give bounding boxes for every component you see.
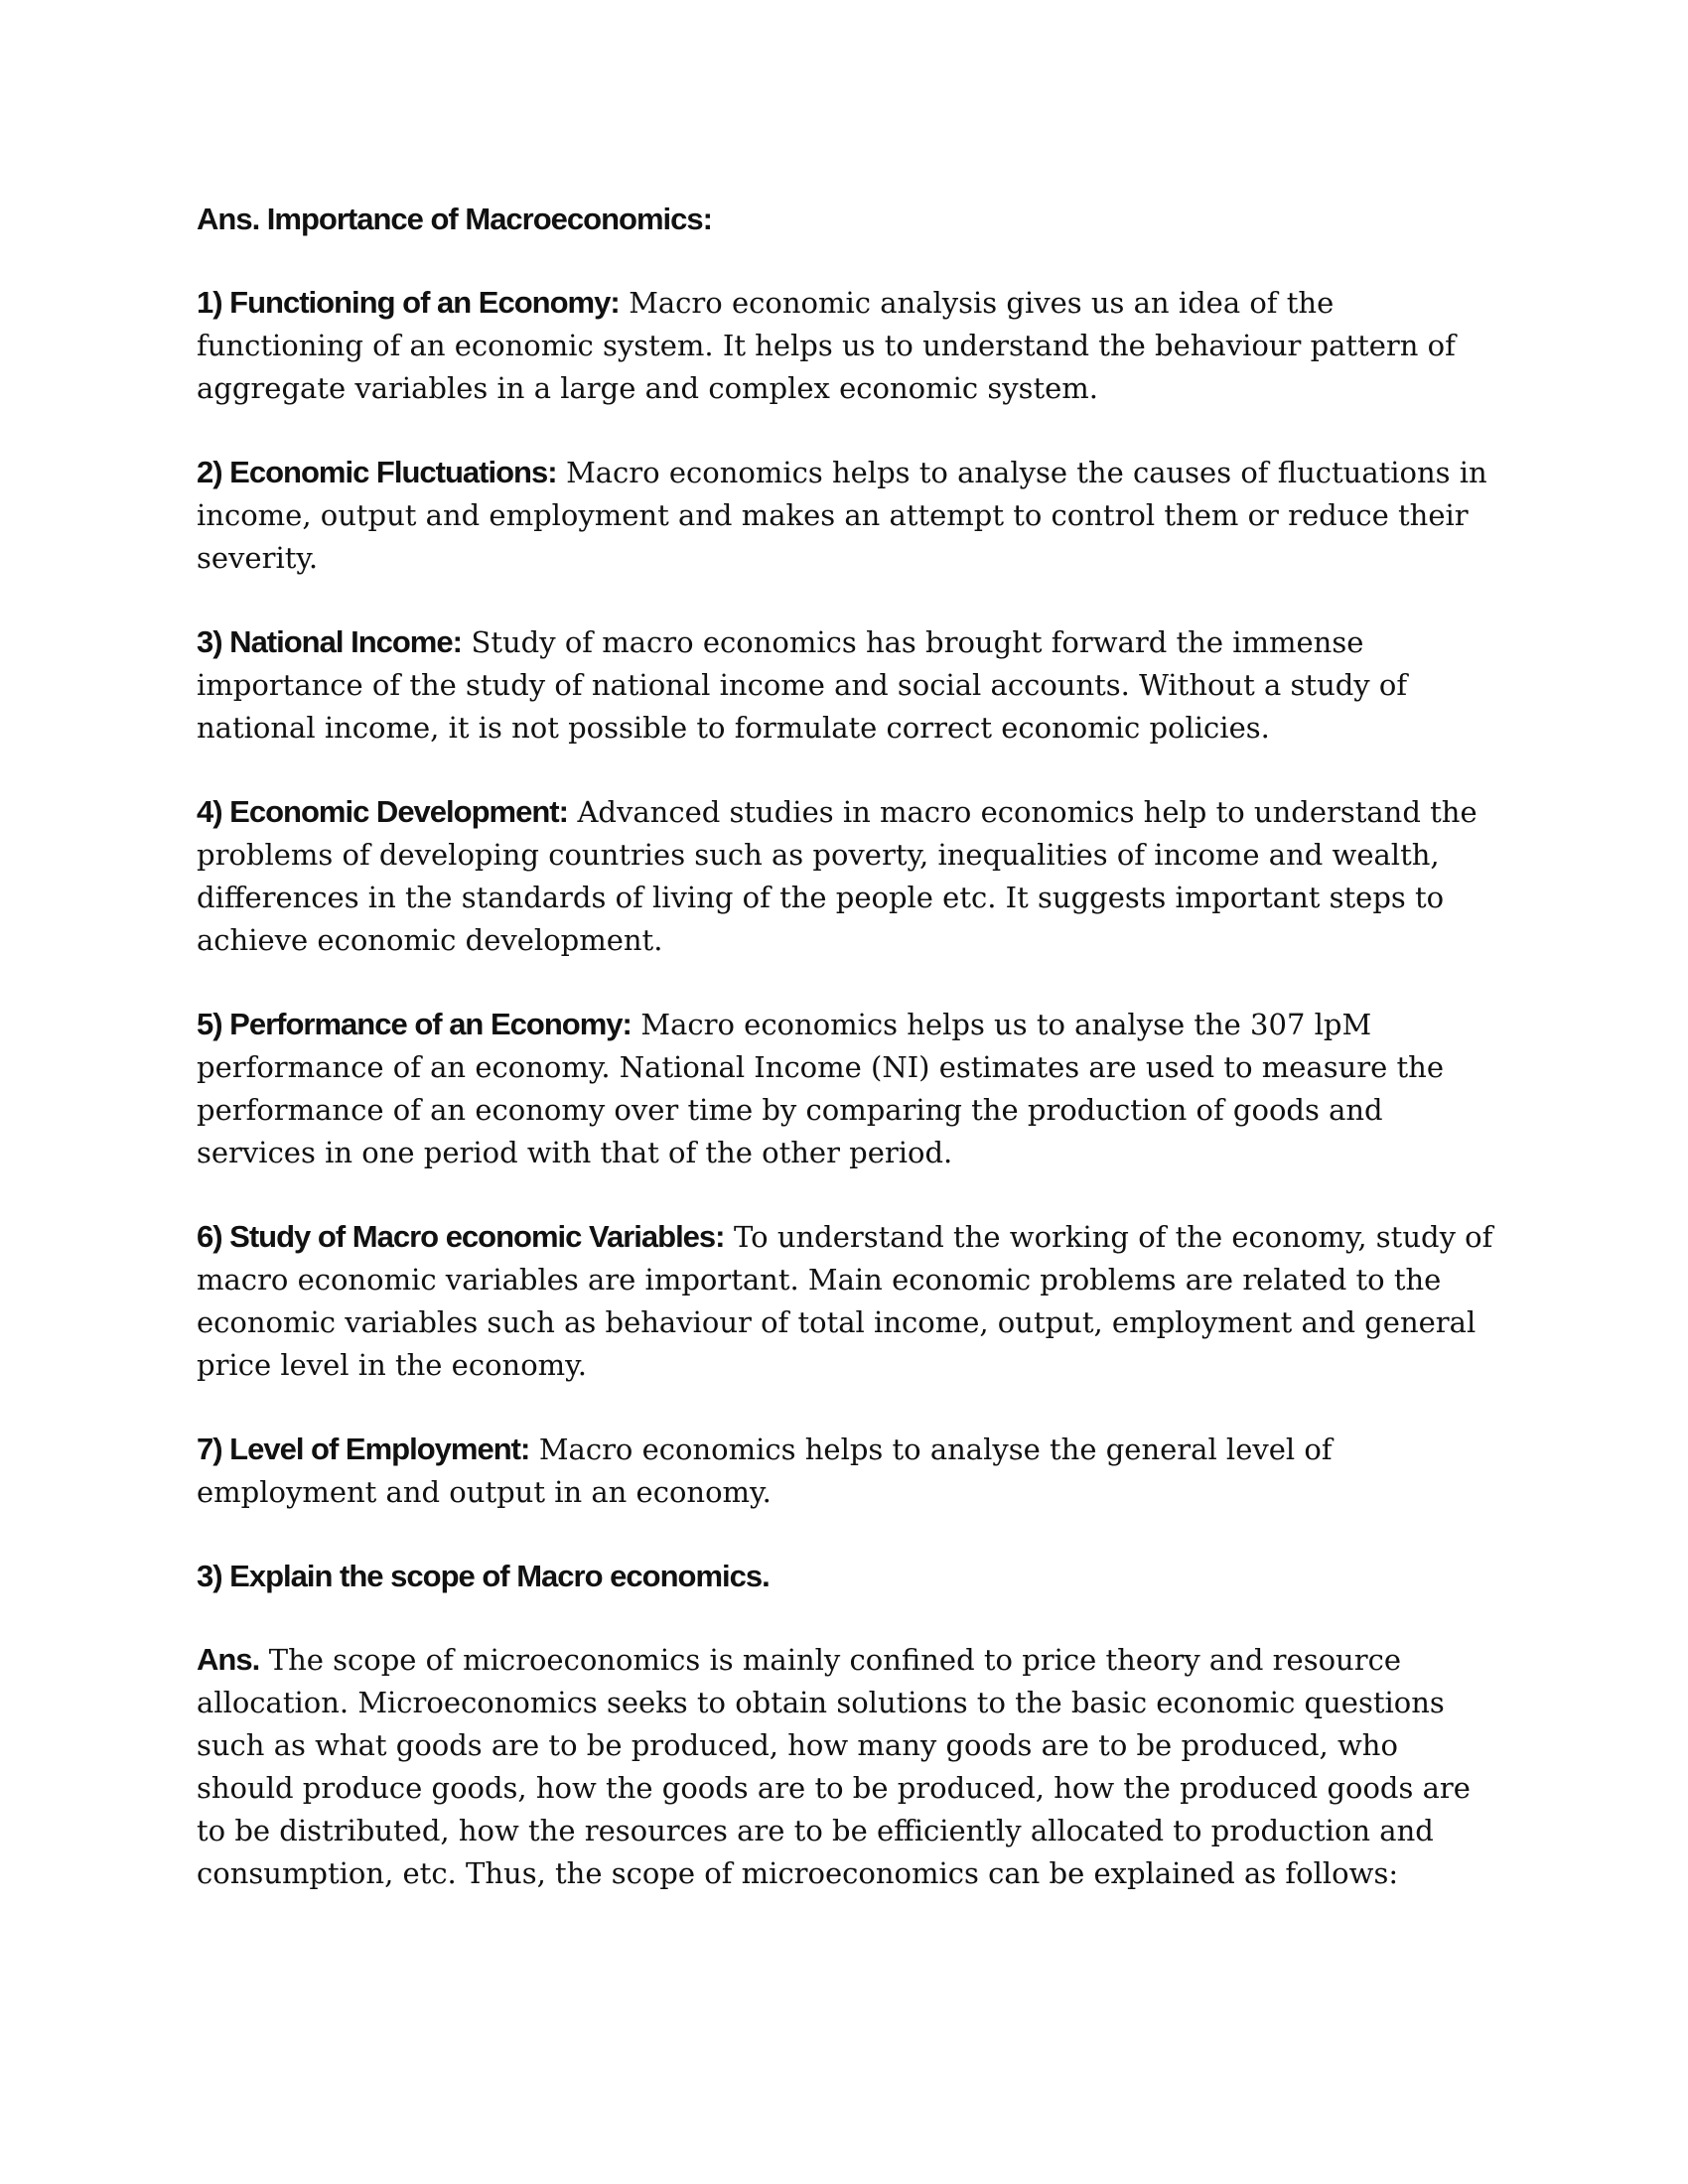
section-heading: Ans. Importance of Macroeconomics: xyxy=(197,202,712,236)
point-functioning-of-economy xyxy=(197,282,1497,410)
point-national-income xyxy=(197,621,1497,750)
point-text: Macro economic analysis gives us an idea of the functioning of an economic system. It helps us to understand the behaviour pattern of aggregate variables in a large and complex economic system. xyxy=(197,286,1456,405)
point-text: Macro economics helps us to analyse the 307 lpM performance of an economy. National Income (NI) estimates are used to measure the performance of an economy over time by comparing the production of goods and services in one period with that of the other period. xyxy=(197,1008,1444,1169)
point-performance-of-economy xyxy=(197,1004,1497,1174)
question-heading: 3) Explain the scope of Macro economics. xyxy=(197,1559,770,1593)
answer-label: Ans. xyxy=(197,1642,260,1677)
point-economic-fluctuations xyxy=(197,452,1497,580)
point-label: 6) Study of Macro economic Variables: xyxy=(197,1219,725,1254)
point-text: Advanced studies in macro economics help to understand the problems of developing countries such as poverty, inequalities of income and wealth, differences in the standards of living of the people etc. It suggests important steps to achieve economic development. xyxy=(197,795,1477,957)
point-label: 2) Economic Fluctuations: xyxy=(197,455,557,489)
point-level-of-employment xyxy=(197,1429,1497,1514)
point-text: Study of macro economics has brought forward the immense importance of the study of national income and social accounts. Without a study of national income, it is not possible to formulate correct economic policies. xyxy=(197,625,1408,745)
point-label: 4) Economic Development: xyxy=(197,794,568,829)
point-economic-development xyxy=(197,791,1497,962)
document-page xyxy=(197,199,1497,1937)
point-text: To understand the working of the economy, study of macro economic variables are important. Main economic problems are related to the economic variables such as behaviour of total income, output, employment and general price level in the economy. xyxy=(197,1220,1493,1382)
point-label: 3) National Income: xyxy=(197,624,462,659)
point-text: Macro economics helps to analyse the general level of employment and output in an economy. xyxy=(197,1433,1333,1509)
point-label: 5) Performance of an Economy: xyxy=(197,1007,632,1041)
point-label: 7) Level of Employment: xyxy=(197,1432,530,1466)
point-label: 1) Functioning of an Economy: xyxy=(197,285,620,320)
point-macro-economic-variables xyxy=(197,1216,1497,1387)
answer-paragraph xyxy=(197,1639,1497,1895)
answer-text: The scope of microeconomics is mainly confined to price theory and resource allocation. Microeconomics seeks to obtain solutions to the basic economic questions such as what goods are to be produced, how many goods are to be produced, who should produce goods, how the goods are to be produced, how the produced goods are to be distributed, how the resources are to be efficiently allocated to production and consumption, etc. Thus, the scope of microeconomics can be explained as follows: xyxy=(197,1643,1471,1890)
point-text: Macro economics helps to analyse the causes of fluctuations in income, output and employment and makes an attempt to control them or reduce their severity. xyxy=(197,456,1487,575)
